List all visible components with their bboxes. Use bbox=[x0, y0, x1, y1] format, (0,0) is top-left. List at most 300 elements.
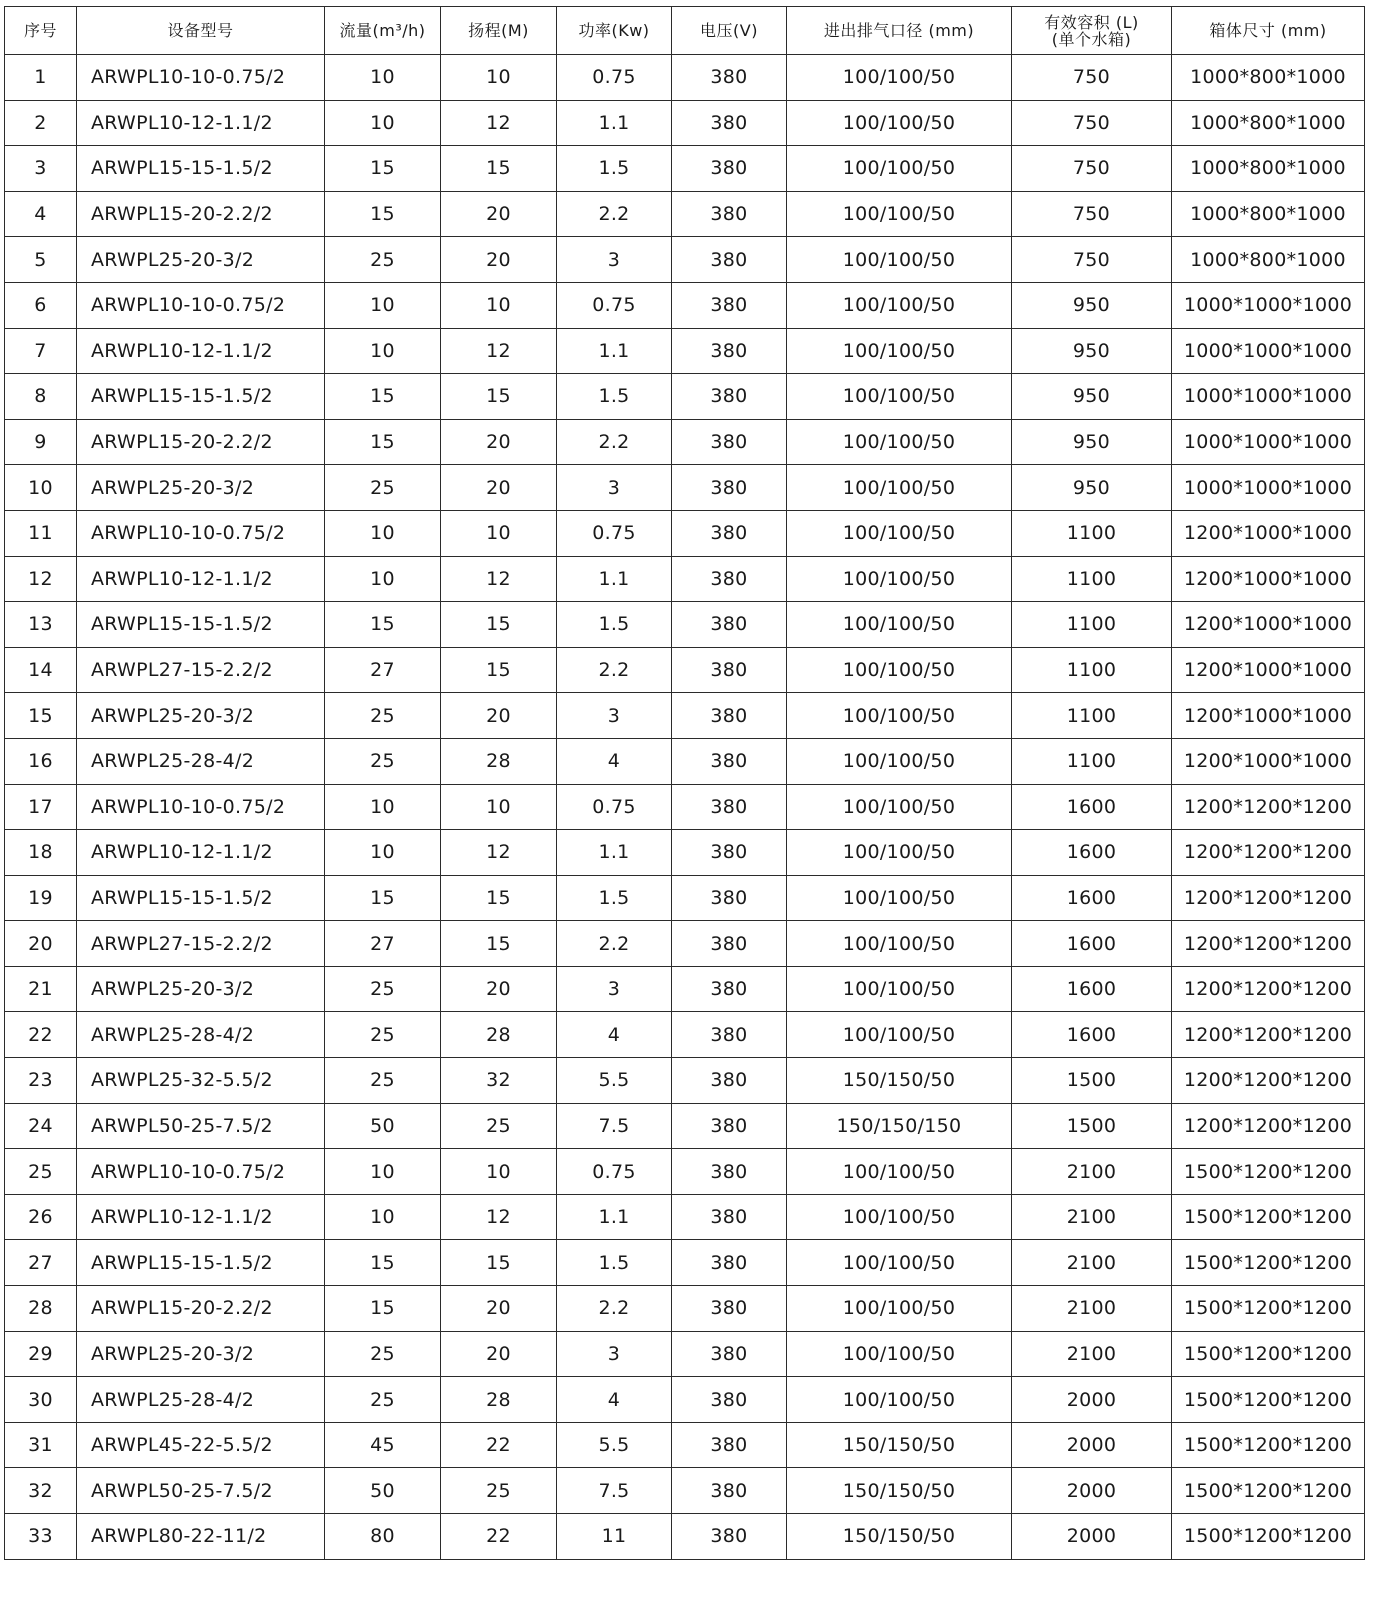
cell-model: ARWPL25-28-4/2 bbox=[77, 1377, 325, 1423]
header-volume bbox=[1012, 7, 1172, 55]
cell-volume: 2100 bbox=[1012, 1240, 1172, 1286]
table-row bbox=[5, 602, 1365, 648]
cell-size: 1200*1000*1000 bbox=[1172, 693, 1365, 739]
cell-index: 13 bbox=[5, 602, 77, 648]
cell-flow: 80 bbox=[325, 1514, 441, 1560]
cell-index: 26 bbox=[5, 1194, 77, 1240]
cell-voltage: 380 bbox=[672, 1194, 787, 1240]
cell-diameter: 100/100/50 bbox=[787, 100, 1012, 146]
cell-head: 10 bbox=[441, 1149, 557, 1195]
cell-power: 1.1 bbox=[557, 1194, 672, 1240]
cell-index: 30 bbox=[5, 1377, 77, 1423]
cell-diameter: 100/100/50 bbox=[787, 465, 1012, 511]
header-flow: 流量(m³/h) bbox=[325, 7, 441, 55]
cell-size: 1500*1200*1200 bbox=[1172, 1514, 1365, 1560]
cell-flow: 10 bbox=[325, 784, 441, 830]
cell-index: 1 bbox=[5, 55, 77, 101]
cell-size: 1000*1000*1000 bbox=[1172, 419, 1365, 465]
cell-voltage: 380 bbox=[672, 784, 787, 830]
cell-diameter: 100/100/50 bbox=[787, 191, 1012, 237]
cell-model: ARWPL10-12-1.1/2 bbox=[77, 100, 325, 146]
cell-voltage: 380 bbox=[672, 328, 787, 374]
cell-volume: 1600 bbox=[1012, 830, 1172, 876]
cell-volume: 1100 bbox=[1012, 693, 1172, 739]
cell-power: 7.5 bbox=[557, 1468, 672, 1514]
cell-head: 15 bbox=[441, 146, 557, 192]
cell-flow: 25 bbox=[325, 237, 441, 283]
cell-flow: 25 bbox=[325, 1012, 441, 1058]
table-row bbox=[5, 1286, 1365, 1332]
cell-index: 18 bbox=[5, 830, 77, 876]
cell-index: 27 bbox=[5, 1240, 77, 1286]
cell-model: ARWPL10-10-0.75/2 bbox=[77, 55, 325, 101]
cell-flow: 50 bbox=[325, 1468, 441, 1514]
cell-volume: 2000 bbox=[1012, 1514, 1172, 1560]
cell-volume: 750 bbox=[1012, 191, 1172, 237]
table-row bbox=[5, 966, 1365, 1012]
cell-model: ARWPL15-15-1.5/2 bbox=[77, 602, 325, 648]
cell-model: ARWPL25-20-3/2 bbox=[77, 237, 325, 283]
cell-size: 1000*800*1000 bbox=[1172, 237, 1365, 283]
cell-voltage: 380 bbox=[672, 1331, 787, 1377]
cell-power: 3 bbox=[557, 465, 672, 511]
cell-index: 28 bbox=[5, 1286, 77, 1332]
cell-head: 10 bbox=[441, 510, 557, 556]
cell-voltage: 380 bbox=[672, 100, 787, 146]
cell-head: 10 bbox=[441, 55, 557, 101]
cell-voltage: 380 bbox=[672, 282, 787, 328]
cell-size: 1200*1200*1200 bbox=[1172, 875, 1365, 921]
cell-volume: 2100 bbox=[1012, 1149, 1172, 1195]
cell-diameter: 100/100/50 bbox=[787, 1240, 1012, 1286]
cell-power: 2.2 bbox=[557, 419, 672, 465]
cell-power: 4 bbox=[557, 1012, 672, 1058]
cell-voltage: 380 bbox=[672, 191, 787, 237]
cell-power: 4 bbox=[557, 738, 672, 784]
cell-head: 10 bbox=[441, 282, 557, 328]
cell-flow: 25 bbox=[325, 465, 441, 511]
table-row bbox=[5, 1331, 1365, 1377]
spec-table bbox=[4, 6, 1365, 1560]
cell-index: 15 bbox=[5, 693, 77, 739]
cell-size: 1000*1000*1000 bbox=[1172, 282, 1365, 328]
cell-flow: 25 bbox=[325, 1058, 441, 1104]
cell-head: 12 bbox=[441, 100, 557, 146]
cell-volume: 1600 bbox=[1012, 966, 1172, 1012]
cell-diameter: 100/100/50 bbox=[787, 1331, 1012, 1377]
cell-diameter: 150/150/50 bbox=[787, 1514, 1012, 1560]
table-row bbox=[5, 282, 1365, 328]
cell-flow: 27 bbox=[325, 921, 441, 967]
table-row bbox=[5, 1468, 1365, 1514]
cell-size: 1200*1200*1200 bbox=[1172, 784, 1365, 830]
table-row bbox=[5, 647, 1365, 693]
cell-voltage: 380 bbox=[672, 1240, 787, 1286]
cell-diameter: 150/150/50 bbox=[787, 1058, 1012, 1104]
cell-index: 2 bbox=[5, 100, 77, 146]
cell-index: 32 bbox=[5, 1468, 77, 1514]
cell-voltage: 380 bbox=[672, 830, 787, 876]
table-row bbox=[5, 1240, 1365, 1286]
cell-diameter: 100/100/50 bbox=[787, 374, 1012, 420]
cell-head: 20 bbox=[441, 419, 557, 465]
header-index: 序号 bbox=[5, 7, 77, 55]
cell-diameter: 100/100/50 bbox=[787, 1194, 1012, 1240]
cell-flow: 10 bbox=[325, 100, 441, 146]
cell-size: 1500*1200*1200 bbox=[1172, 1240, 1365, 1286]
cell-flow: 50 bbox=[325, 1103, 441, 1149]
cell-model: ARWPL15-15-1.5/2 bbox=[77, 1240, 325, 1286]
cell-volume: 1100 bbox=[1012, 510, 1172, 556]
cell-diameter: 100/100/50 bbox=[787, 921, 1012, 967]
cell-flow: 10 bbox=[325, 830, 441, 876]
cell-volume: 2000 bbox=[1012, 1422, 1172, 1468]
cell-head: 20 bbox=[441, 465, 557, 511]
cell-voltage: 380 bbox=[672, 1468, 787, 1514]
cell-size: 1500*1200*1200 bbox=[1172, 1468, 1365, 1514]
header-size: 箱体尺寸 (mm) bbox=[1172, 7, 1365, 55]
cell-power: 0.75 bbox=[557, 510, 672, 556]
cell-head: 28 bbox=[441, 738, 557, 784]
cell-head: 22 bbox=[441, 1514, 557, 1560]
cell-model: ARWPL25-20-3/2 bbox=[77, 465, 325, 511]
cell-size: 1000*800*1000 bbox=[1172, 100, 1365, 146]
cell-diameter: 100/100/50 bbox=[787, 55, 1012, 101]
cell-head: 12 bbox=[441, 328, 557, 374]
cell-flow: 45 bbox=[325, 1422, 441, 1468]
cell-size: 1200*1000*1000 bbox=[1172, 556, 1365, 602]
cell-head: 15 bbox=[441, 647, 557, 693]
cell-size: 1200*1200*1200 bbox=[1172, 1012, 1365, 1058]
cell-diameter: 100/100/50 bbox=[787, 693, 1012, 739]
cell-volume: 2100 bbox=[1012, 1286, 1172, 1332]
cell-flow: 10 bbox=[325, 328, 441, 374]
cell-volume: 950 bbox=[1012, 374, 1172, 420]
cell-flow: 15 bbox=[325, 602, 441, 648]
cell-diameter: 100/100/50 bbox=[787, 556, 1012, 602]
cell-size: 1000*1000*1000 bbox=[1172, 328, 1365, 374]
cell-index: 10 bbox=[5, 465, 77, 511]
cell-voltage: 380 bbox=[672, 419, 787, 465]
cell-index: 17 bbox=[5, 784, 77, 830]
cell-diameter: 100/100/50 bbox=[787, 1286, 1012, 1332]
cell-head: 25 bbox=[441, 1103, 557, 1149]
cell-size: 1000*800*1000 bbox=[1172, 146, 1365, 192]
table-header bbox=[5, 7, 1365, 55]
cell-index: 33 bbox=[5, 1514, 77, 1560]
table-row bbox=[5, 875, 1365, 921]
cell-volume: 1100 bbox=[1012, 647, 1172, 693]
cell-index: 3 bbox=[5, 146, 77, 192]
cell-power: 5.5 bbox=[557, 1422, 672, 1468]
cell-diameter: 100/100/50 bbox=[787, 282, 1012, 328]
cell-volume: 1100 bbox=[1012, 738, 1172, 784]
cell-head: 15 bbox=[441, 374, 557, 420]
cell-voltage: 380 bbox=[672, 1012, 787, 1058]
cell-index: 9 bbox=[5, 419, 77, 465]
table-row bbox=[5, 1422, 1365, 1468]
cell-diameter: 100/100/50 bbox=[787, 738, 1012, 784]
table-row bbox=[5, 1058, 1365, 1104]
cell-power: 0.75 bbox=[557, 784, 672, 830]
table-row bbox=[5, 1149, 1365, 1195]
cell-flow: 15 bbox=[325, 875, 441, 921]
table-row bbox=[5, 1194, 1365, 1240]
cell-power: 5.5 bbox=[557, 1058, 672, 1104]
cell-model: ARWPL50-25-7.5/2 bbox=[77, 1103, 325, 1149]
cell-index: 11 bbox=[5, 510, 77, 556]
cell-index: 24 bbox=[5, 1103, 77, 1149]
cell-flow: 25 bbox=[325, 693, 441, 739]
table-row bbox=[5, 146, 1365, 192]
cell-diameter: 100/100/50 bbox=[787, 830, 1012, 876]
cell-voltage: 380 bbox=[672, 1377, 787, 1423]
cell-power: 1.1 bbox=[557, 830, 672, 876]
cell-head: 22 bbox=[441, 1422, 557, 1468]
cell-size: 1200*1200*1200 bbox=[1172, 830, 1365, 876]
cell-size: 1200*1000*1000 bbox=[1172, 602, 1365, 648]
cell-volume: 2000 bbox=[1012, 1377, 1172, 1423]
cell-diameter: 150/150/50 bbox=[787, 1468, 1012, 1514]
cell-power: 2.2 bbox=[557, 1286, 672, 1332]
cell-model: ARWPL27-15-2.2/2 bbox=[77, 921, 325, 967]
cell-power: 1.1 bbox=[557, 556, 672, 602]
cell-power: 0.75 bbox=[557, 55, 672, 101]
table-row bbox=[5, 921, 1365, 967]
cell-index: 19 bbox=[5, 875, 77, 921]
cell-volume: 1500 bbox=[1012, 1103, 1172, 1149]
cell-head: 20 bbox=[441, 237, 557, 283]
cell-head: 20 bbox=[441, 1331, 557, 1377]
cell-volume: 1100 bbox=[1012, 556, 1172, 602]
table-row bbox=[5, 784, 1365, 830]
cell-voltage: 380 bbox=[672, 1514, 787, 1560]
cell-head: 15 bbox=[441, 921, 557, 967]
cell-size: 1200*1200*1200 bbox=[1172, 1058, 1365, 1104]
table-row bbox=[5, 328, 1365, 374]
cell-diameter: 150/150/150 bbox=[787, 1103, 1012, 1149]
cell-model: ARWPL15-20-2.2/2 bbox=[77, 191, 325, 237]
cell-head: 32 bbox=[441, 1058, 557, 1104]
cell-volume: 950 bbox=[1012, 465, 1172, 511]
cell-model: ARWPL25-28-4/2 bbox=[77, 738, 325, 784]
header-volume-line1: 有效容积 (L) bbox=[1044, 12, 1139, 32]
cell-volume: 750 bbox=[1012, 100, 1172, 146]
cell-head: 25 bbox=[441, 1468, 557, 1514]
cell-model: ARWPL50-25-7.5/2 bbox=[77, 1468, 325, 1514]
cell-flow: 10 bbox=[325, 1194, 441, 1240]
cell-diameter: 100/100/50 bbox=[787, 1149, 1012, 1195]
cell-power: 3 bbox=[557, 237, 672, 283]
cell-flow: 10 bbox=[325, 510, 441, 556]
cell-voltage: 380 bbox=[672, 556, 787, 602]
cell-power: 4 bbox=[557, 1377, 672, 1423]
cell-model: ARWPL25-28-4/2 bbox=[77, 1012, 325, 1058]
cell-model: ARWPL10-12-1.1/2 bbox=[77, 1194, 325, 1240]
cell-power: 1.5 bbox=[557, 374, 672, 420]
cell-diameter: 100/100/50 bbox=[787, 146, 1012, 192]
cell-voltage: 380 bbox=[672, 374, 787, 420]
cell-volume: 1600 bbox=[1012, 784, 1172, 830]
table-row bbox=[5, 237, 1365, 283]
table-row bbox=[5, 374, 1365, 420]
cell-power: 7.5 bbox=[557, 1103, 672, 1149]
cell-model: ARWPL27-15-2.2/2 bbox=[77, 647, 325, 693]
cell-model: ARWPL15-20-2.2/2 bbox=[77, 419, 325, 465]
cell-voltage: 380 bbox=[672, 146, 787, 192]
cell-voltage: 380 bbox=[672, 1103, 787, 1149]
cell-size: 1200*1200*1200 bbox=[1172, 921, 1365, 967]
cell-diameter: 100/100/50 bbox=[787, 966, 1012, 1012]
cell-size: 1500*1200*1200 bbox=[1172, 1331, 1365, 1377]
cell-voltage: 380 bbox=[672, 738, 787, 784]
table-body bbox=[5, 55, 1365, 1560]
cell-index: 23 bbox=[5, 1058, 77, 1104]
table-row bbox=[5, 191, 1365, 237]
cell-volume: 1600 bbox=[1012, 1012, 1172, 1058]
cell-size: 1500*1200*1200 bbox=[1172, 1194, 1365, 1240]
cell-power: 1.5 bbox=[557, 602, 672, 648]
cell-flow: 10 bbox=[325, 1149, 441, 1195]
cell-model: ARWPL10-12-1.1/2 bbox=[77, 328, 325, 374]
cell-flow: 10 bbox=[325, 556, 441, 602]
cell-index: 29 bbox=[5, 1331, 77, 1377]
cell-size: 1200*1000*1000 bbox=[1172, 510, 1365, 556]
cell-volume: 750 bbox=[1012, 55, 1172, 101]
cell-size: 1000*800*1000 bbox=[1172, 191, 1365, 237]
cell-head: 20 bbox=[441, 966, 557, 1012]
table-row bbox=[5, 1012, 1365, 1058]
cell-model: ARWPL25-32-5.5/2 bbox=[77, 1058, 325, 1104]
cell-flow: 15 bbox=[325, 374, 441, 420]
table-row bbox=[5, 465, 1365, 511]
cell-head: 15 bbox=[441, 1240, 557, 1286]
cell-model: ARWPL10-12-1.1/2 bbox=[77, 830, 325, 876]
cell-volume: 950 bbox=[1012, 282, 1172, 328]
table-row bbox=[5, 1103, 1365, 1149]
cell-flow: 25 bbox=[325, 1331, 441, 1377]
cell-head: 12 bbox=[441, 556, 557, 602]
cell-volume: 1600 bbox=[1012, 921, 1172, 967]
header-diameter: 进出排气口径 (mm) bbox=[787, 7, 1012, 55]
cell-voltage: 380 bbox=[672, 237, 787, 283]
header-power: 功率(Kw) bbox=[557, 7, 672, 55]
cell-power: 1.5 bbox=[557, 875, 672, 921]
cell-power: 0.75 bbox=[557, 282, 672, 328]
table-row bbox=[5, 1377, 1365, 1423]
cell-index: 21 bbox=[5, 966, 77, 1012]
cell-voltage: 380 bbox=[672, 921, 787, 967]
cell-volume: 2100 bbox=[1012, 1331, 1172, 1377]
cell-voltage: 380 bbox=[672, 55, 787, 101]
cell-head: 15 bbox=[441, 875, 557, 921]
cell-model: ARWPL15-20-2.2/2 bbox=[77, 1286, 325, 1332]
header-row bbox=[5, 7, 1365, 55]
cell-diameter: 100/100/50 bbox=[787, 1377, 1012, 1423]
cell-voltage: 380 bbox=[672, 647, 787, 693]
cell-index: 7 bbox=[5, 328, 77, 374]
cell-volume: 1600 bbox=[1012, 875, 1172, 921]
cell-size: 1200*1000*1000 bbox=[1172, 738, 1365, 784]
cell-diameter: 100/100/50 bbox=[787, 875, 1012, 921]
cell-index: 16 bbox=[5, 738, 77, 784]
cell-index: 31 bbox=[5, 1422, 77, 1468]
cell-volume: 1500 bbox=[1012, 1058, 1172, 1104]
cell-model: ARWPL15-15-1.5/2 bbox=[77, 146, 325, 192]
table-row bbox=[5, 693, 1365, 739]
cell-power: 11 bbox=[557, 1514, 672, 1560]
cell-index: 22 bbox=[5, 1012, 77, 1058]
cell-diameter: 100/100/50 bbox=[787, 784, 1012, 830]
cell-flow: 10 bbox=[325, 282, 441, 328]
cell-voltage: 380 bbox=[672, 510, 787, 556]
cell-head: 20 bbox=[441, 191, 557, 237]
table-row bbox=[5, 1514, 1365, 1560]
cell-voltage: 380 bbox=[672, 875, 787, 921]
cell-flow: 25 bbox=[325, 738, 441, 784]
cell-index: 25 bbox=[5, 1149, 77, 1195]
table-row bbox=[5, 419, 1365, 465]
cell-power: 0.75 bbox=[557, 1149, 672, 1195]
cell-diameter: 100/100/50 bbox=[787, 647, 1012, 693]
cell-model: ARWPL25-20-3/2 bbox=[77, 966, 325, 1012]
cell-power: 2.2 bbox=[557, 191, 672, 237]
cell-size: 1000*800*1000 bbox=[1172, 55, 1365, 101]
cell-volume: 750 bbox=[1012, 146, 1172, 192]
cell-head: 15 bbox=[441, 602, 557, 648]
cell-model: ARWPL25-20-3/2 bbox=[77, 693, 325, 739]
cell-model: ARWPL15-15-1.5/2 bbox=[77, 875, 325, 921]
cell-size: 1500*1200*1200 bbox=[1172, 1149, 1365, 1195]
cell-flow: 27 bbox=[325, 647, 441, 693]
cell-head: 20 bbox=[441, 693, 557, 739]
cell-voltage: 380 bbox=[672, 693, 787, 739]
cell-diameter: 100/100/50 bbox=[787, 602, 1012, 648]
cell-power: 3 bbox=[557, 1331, 672, 1377]
table-row bbox=[5, 55, 1365, 101]
cell-diameter: 100/100/50 bbox=[787, 328, 1012, 374]
cell-flow: 25 bbox=[325, 1377, 441, 1423]
cell-size: 1200*1000*1000 bbox=[1172, 647, 1365, 693]
cell-voltage: 380 bbox=[672, 602, 787, 648]
cell-size: 1500*1200*1200 bbox=[1172, 1286, 1365, 1332]
cell-model: ARWPL10-10-0.75/2 bbox=[77, 1149, 325, 1195]
cell-diameter: 100/100/50 bbox=[787, 510, 1012, 556]
cell-index: 14 bbox=[5, 647, 77, 693]
header-volume-line2: (单个水箱) bbox=[1051, 29, 1132, 49]
cell-volume: 2100 bbox=[1012, 1194, 1172, 1240]
cell-voltage: 380 bbox=[672, 1286, 787, 1332]
cell-volume: 750 bbox=[1012, 237, 1172, 283]
cell-power: 2.2 bbox=[557, 647, 672, 693]
cell-model: ARWPL80-22-11/2 bbox=[77, 1514, 325, 1560]
cell-flow: 15 bbox=[325, 146, 441, 192]
cell-flow: 15 bbox=[325, 1286, 441, 1332]
cell-power: 3 bbox=[557, 966, 672, 1012]
table-row bbox=[5, 100, 1365, 146]
header-voltage: 电压(V) bbox=[672, 7, 787, 55]
cell-flow: 15 bbox=[325, 419, 441, 465]
cell-diameter: 100/100/50 bbox=[787, 237, 1012, 283]
cell-index: 20 bbox=[5, 921, 77, 967]
cell-volume: 950 bbox=[1012, 328, 1172, 374]
cell-voltage: 380 bbox=[672, 465, 787, 511]
table-row bbox=[5, 510, 1365, 556]
cell-volume: 1100 bbox=[1012, 602, 1172, 648]
cell-power: 1.1 bbox=[557, 100, 672, 146]
cell-index: 6 bbox=[5, 282, 77, 328]
cell-power: 2.2 bbox=[557, 921, 672, 967]
